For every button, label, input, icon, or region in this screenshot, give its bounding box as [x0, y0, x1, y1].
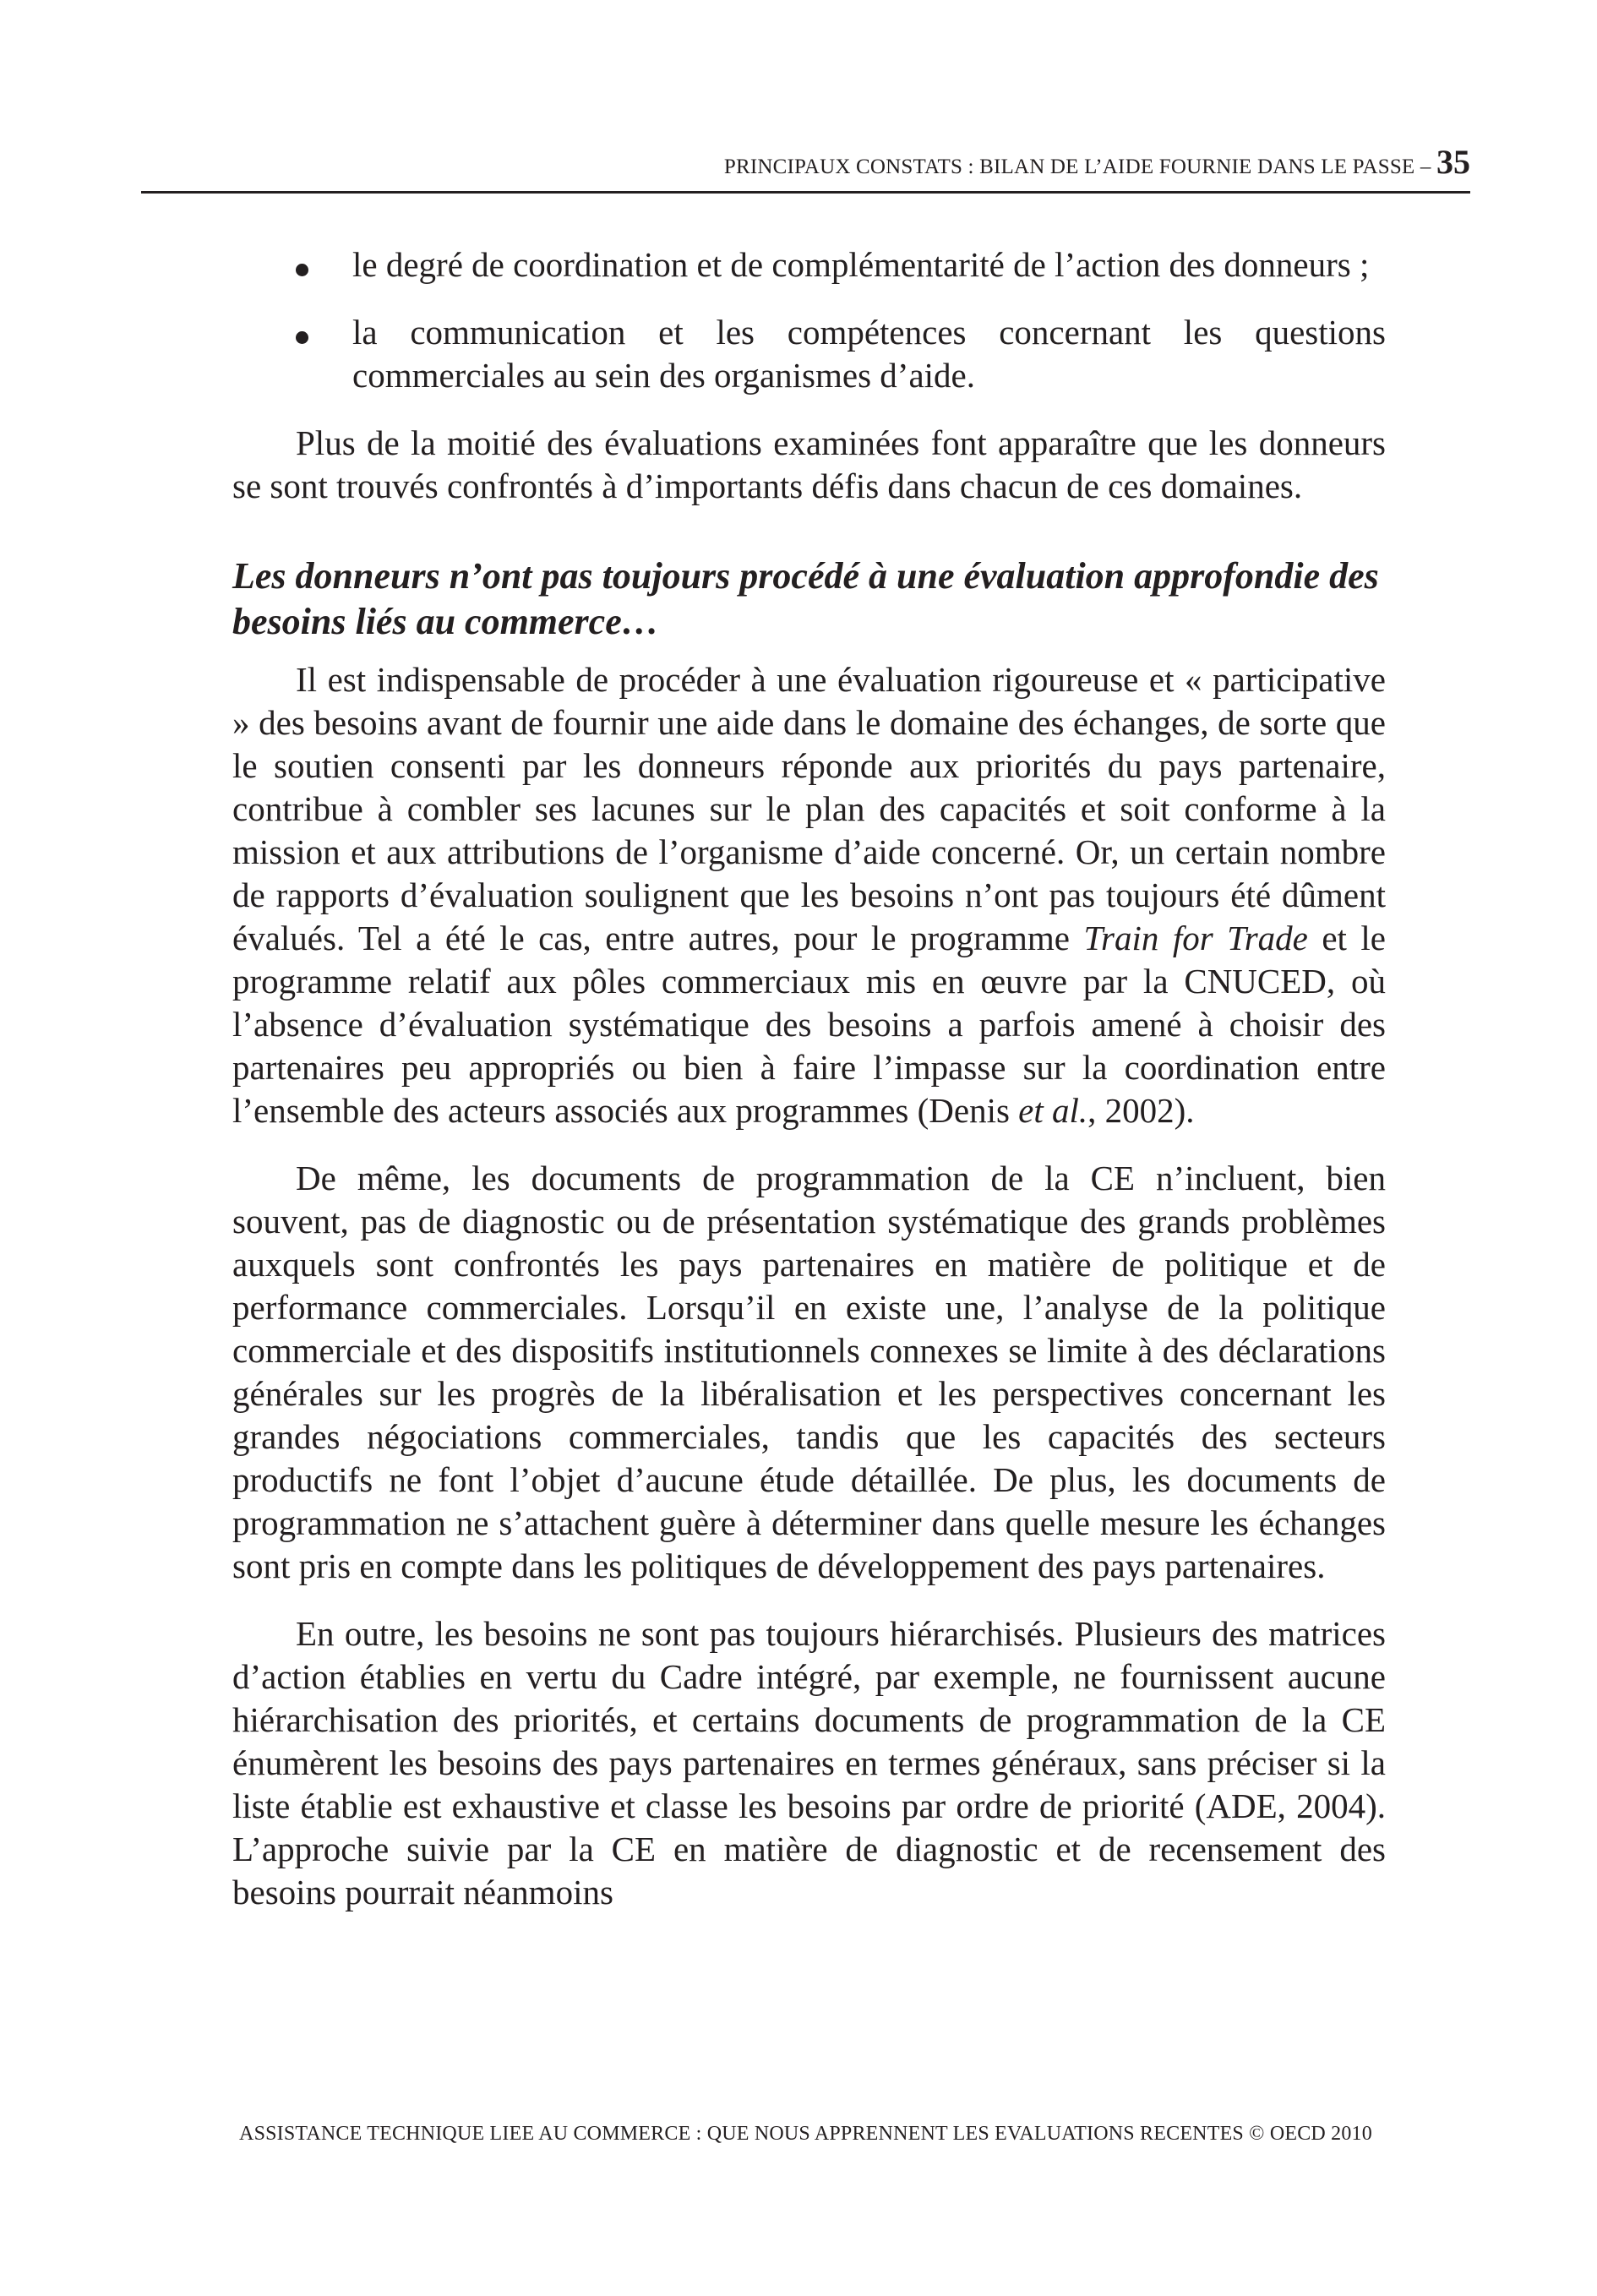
paragraph-prioritization: En outre, les besoins ne sont pas toujours hiérarchisés. Plusieurs des matrices d’action établies en vertu du Cadre intégré, par exemple, ne fournissent aucune hiérarchisation des priorités, et certains documents de programmation de la CE énumèrent les besoins des pays partenaires en termes généraux, sans préciser si la liste établie est exhaustive et classe les besoins par ordre de priorité (ADE, 2004). L’approche suivie par la CE en matière de diagnostic et de recensement des besoins pourrait néanmoins	[232, 1614, 1386, 1912]
list-item	[232, 311, 1386, 397]
paragraph-needs-assessment	[232, 658, 1386, 1132]
intro-paragraph: Plus de la moitié des évaluations examinées font apparaître que les donneurs se sont trouvés confrontés à d’importants défis dans chacun de ces domaines.	[232, 423, 1386, 505]
running-header-title: PRINCIPAUX CONSTATS : BILAN DE L’AIDE FOURNIE DANS LE PASSE –	[723, 155, 1436, 178]
list-item	[232, 243, 1386, 286]
section-heading: Les donneurs n’ont pas toujours procédé à une évaluation approfondie des besoins liés au commerce…	[232, 555, 1379, 642]
page-number: 35	[1436, 143, 1470, 181]
paragraph-text: Il est indispensable de procéder à une évaluation rigoureuse et « participative » des besoins avant de fournir une aide dans le domaine des échanges, de sorte que le soutien consenti par les donneurs réponde aux priorités du pays partenaire, contribue à combler ses lacunes sur le plan des capacités et soit conforme à la mission et aux attributions de l’organisme d’aide concerné. Or, un certain nombre de rapports d’évaluation soulignent que les besoins n’ont pas toujours été dûment évalués. Tel a été le cas, entre autres, pour le programme	[232, 660, 1386, 957]
paragraph-text: , 2002).	[1087, 1091, 1195, 1130]
bullet-icon	[296, 264, 308, 276]
paragraph-ce-programming: De même, les documents de programmation de la CE n’incluent, bien souvent, pas de diagnostic ou de présentation systématique des grands problèmes auxquels sont confrontés les pays partenaires en matière de politique et de performance commerciales. Lorsqu’il en existe une, l’analyse de la politique commerciale et des dispositifs institutionnels connexes se limite à des déclarations générales sur les progrès de la libéralisation et les perspectives concernant les grandes négociations commerciales, tandis que les capacités des secteurs productifs ne font l’objet d’aucune étude détaillée. De plus, les documents de programmation ne s’attachent guère à déterminer dans quelle mesure les échanges sont pris en compte dans les politiques de développement des pays partenaires.	[232, 1159, 1386, 1585]
citation-et-al: et al.	[1018, 1091, 1088, 1130]
paragraph-text: et le programme relatif aux pôles commerciaux mis en œuvre par la CNUCED, où l’absence d’évaluation systématique des besoins a parfois amené à choisir des partenaires peu appropriés ou bien à faire l’impasse sur la coordination entre l’ensemble des acteurs associés aux programmes (Denis	[232, 919, 1386, 1130]
program-name: Train for Trade	[1083, 919, 1308, 957]
running-header	[141, 142, 1470, 194]
page-body	[232, 243, 1386, 1939]
bullet-icon	[296, 331, 308, 344]
bullet-list	[232, 243, 1386, 397]
bullet-text: le degré de coordination et de complémentarité de l’action des donneurs ;	[352, 245, 1370, 284]
running-footer: ASSISTANCE TECHNIQUE LIEE AU COMMERCE : QUE NOUS APPRENNENT LES EVALUATIONS RECENTES © OECD 2010	[239, 2123, 1372, 2145]
bullet-text: la communication et les compétences concernant les questions commerciales au sein des organismes d’aide.	[352, 313, 1386, 395]
